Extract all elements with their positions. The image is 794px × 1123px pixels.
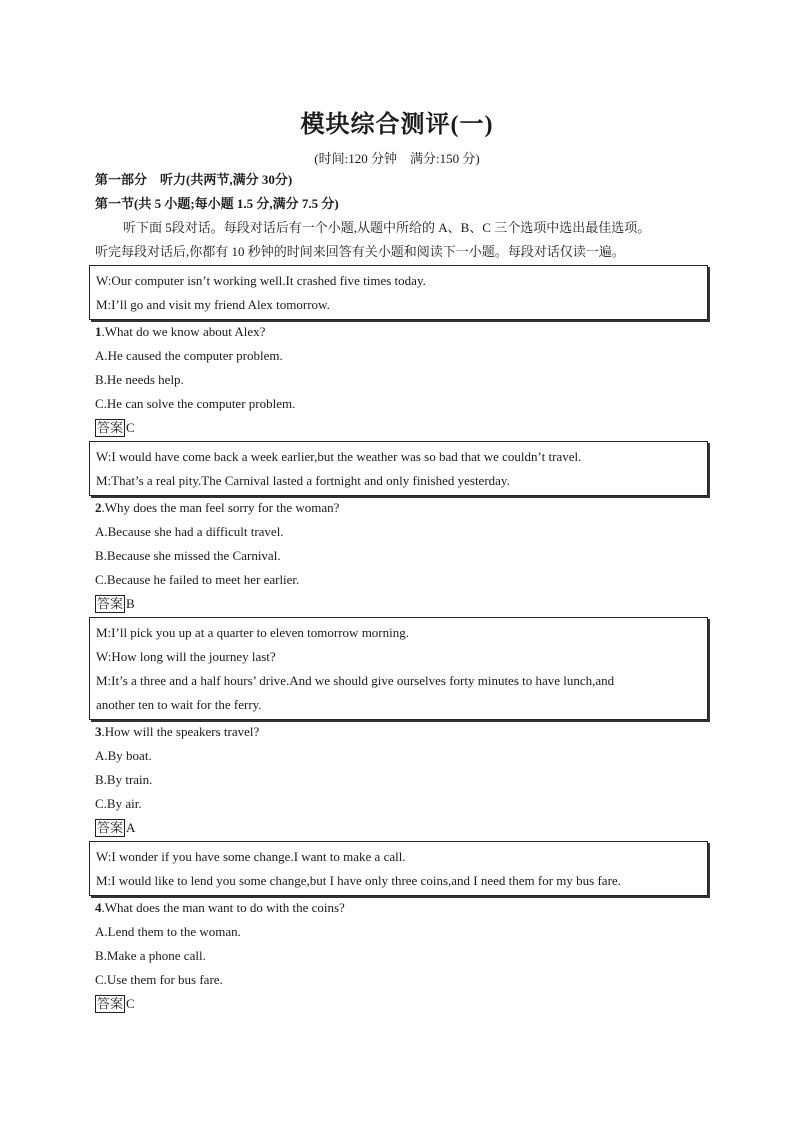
option-b: B.Because she missed the Carnival. [95,548,281,563]
dialogue-line: another ten to wait for the ferry. [96,697,262,712]
option-b: B.He needs help. [95,372,184,387]
page-title: 模块综合测评(一) [300,112,494,138]
option-c: C.He can solve the computer problem. [95,396,296,411]
answer-label: 答案 [97,820,124,835]
option-b: B.Make a phone call. [95,948,206,963]
instructions-line-1: 听下面 5段对话。每段对话后有一个小题,从题中所给的 A、B、C 三个选项中选出最佳选项。 [123,220,651,235]
option-c: C.Use them for bus fare. [95,972,223,987]
dialogue-line: W:How long will the journey last? [96,649,276,664]
question-number: 4 [95,900,102,915]
dialogue-line: M:I would like to lend you some change,but I have only three coins,and I need them for my bus fare. [96,873,621,888]
dialogue-line: M:That’s a real pity.The Carnival lasted a fortnight and only finished yesterday. [96,473,510,488]
answer-label: 答案 [97,596,124,611]
question-number: 3 [95,724,102,739]
answer-value: C [126,420,135,435]
dialogue-line: W:I would have come back a week earlier,but the weather was so bad that we couldn’t travel. [96,449,582,464]
option-c: C.Because he failed to meet her earlier. [95,572,300,587]
answer-value: A [126,820,136,835]
answer-3 [95,819,135,837]
dialogue-box-4 [89,841,708,896]
answer-4 [95,995,135,1013]
dialogue-line: W:I wonder if you have some change.I want to make a call. [96,849,406,864]
part-heading: 第一部分 听力(共两节,满分 30分) [95,172,293,187]
answer-1 [95,419,135,437]
option-a: A.Because she had a difficult travel. [95,524,284,539]
option-a: A.Lend them to the woman. [95,924,241,939]
question-text: .Why does the man feel sorry for the woman? [101,500,340,515]
answer-label: 答案 [97,996,124,1011]
answer-value: B [126,596,135,611]
question-text: .How will the speakers travel? [101,724,260,739]
question-number: 1 [95,324,102,339]
dialogue-line: M:I’ll go and visit my friend Alex tomorrow. [96,297,330,312]
question-4-stem [95,899,345,917]
option-a: A.He caused the computer problem. [95,348,283,363]
option-a: A.By boat. [95,748,152,763]
question-number: 2 [95,500,102,515]
dialogue-line: W:Our computer isn’t working well.It crashed five times today. [96,273,426,288]
question-3-stem [95,723,259,741]
exam-time-info: (时间:120 分钟 满分:150 分) [314,151,480,166]
question-text: .What do we know about Alex? [101,324,266,339]
dialogue-box-1 [89,265,708,320]
answer-label: 答案 [97,420,124,435]
dialogue-box-2 [89,441,708,496]
question-text: .What does the man want to do with the coins? [101,900,345,915]
dialogue-line: M:I’ll pick you up at a quarter to eleven tomorrow morning. [96,625,410,640]
answer-value: C [126,996,135,1011]
option-c: C.By air. [95,796,142,811]
dialogue-line: M:It’s a three and a half hours’ drive.And we should give ourselves forty minutes to have lunch,and [96,673,615,688]
dialogue-box-3 [89,617,708,720]
question-2-stem [95,499,339,517]
instructions-line-2: 听完每段对话后,你都有 10 秒钟的时间来回答有关小题和阅读下一小题。每段对话仅读一遍。 [95,244,625,259]
answer-2 [95,595,135,613]
question-1-stem [95,323,265,341]
option-b: B.By train. [95,772,153,787]
section-heading: 第一节(共 5 小题;每小题 1.5 分,满分 7.5 分) [95,196,339,211]
